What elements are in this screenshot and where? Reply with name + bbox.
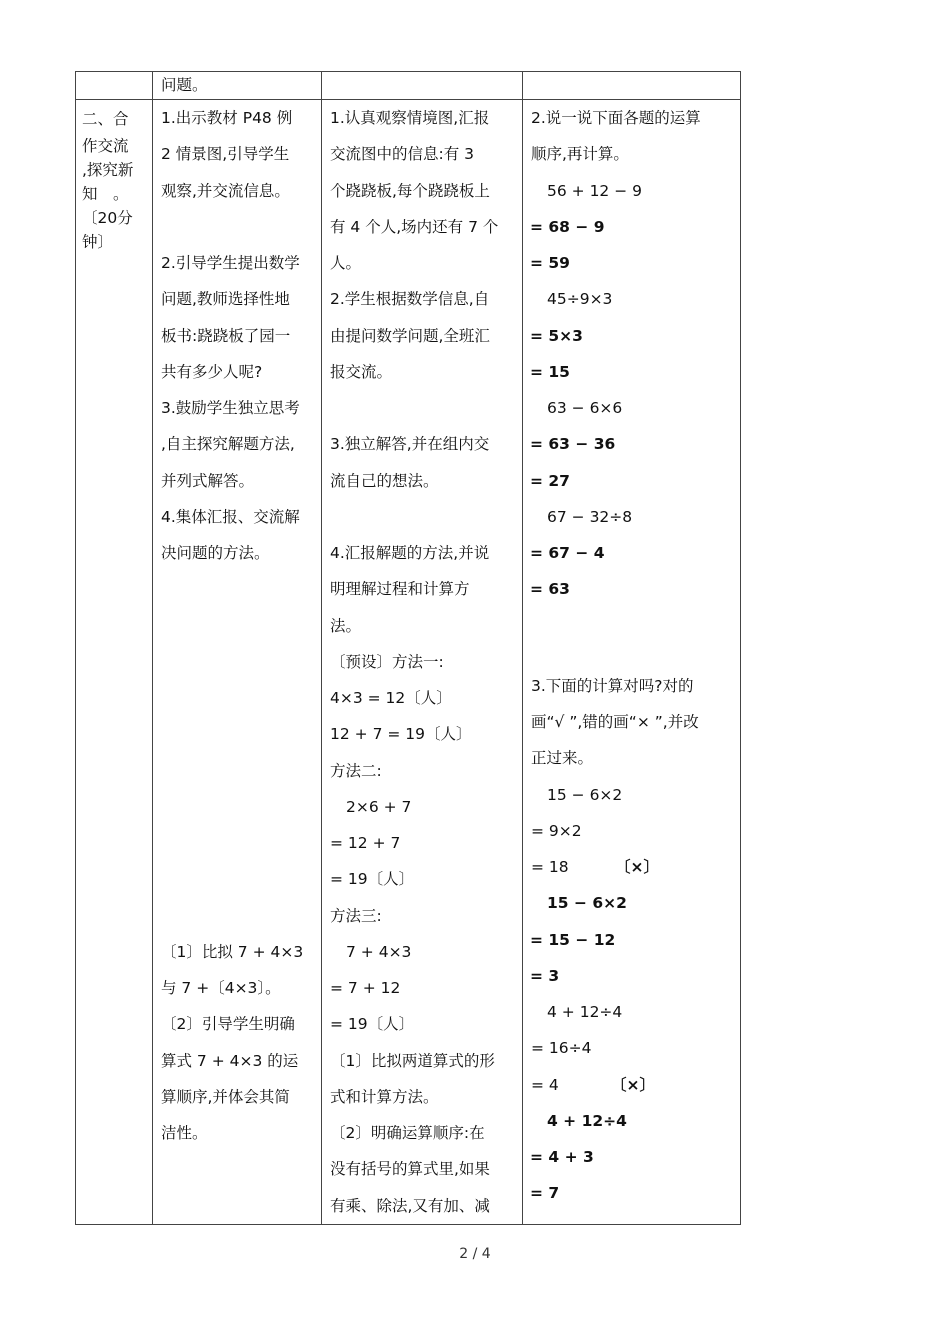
text-line: 式和计算方法。	[330, 1087, 439, 1106]
correction-line: = 7	[530, 1184, 560, 1203]
stage-label-line: 钟〕	[82, 233, 114, 251]
text-line: 12 + 7 = 19〔人〕	[330, 725, 472, 744]
correction-line: = 15 − 12	[530, 930, 616, 949]
text-line: 3.下面的计算对吗?对的	[531, 676, 694, 695]
text-line: 报交流。	[330, 362, 393, 381]
check-step-with-mark	[523, 1067, 740, 1103]
text-line: 有 4 个人,场内还有 7 个	[330, 217, 499, 236]
text-line: 法。	[330, 616, 362, 635]
table-cell	[523, 72, 741, 100]
stage-label-line: 知 。	[82, 185, 129, 203]
text-line: 没有括号的算式里,如果	[330, 1160, 490, 1179]
page-number: 2 / 4	[459, 1246, 491, 1262]
math-line: = 12 + 7	[330, 834, 401, 852]
text-line: 1.认真观察情境图,汇报	[330, 109, 490, 127]
text-line: 〔2〕明确运算顺序:在	[330, 1124, 485, 1142]
text-line: 画“√ ”,错的画“× ”,并改	[531, 713, 699, 731]
text-line: 问题,教师选择性地	[161, 290, 290, 309]
text-line: 方法二:	[330, 761, 382, 780]
text-line: 1.出示教材 P48 例	[161, 109, 293, 127]
text-line: 交流图中的信息:有 3	[330, 145, 475, 164]
table-cell	[153, 72, 322, 100]
check-step: = 9×2	[531, 821, 582, 840]
text-line: 2.学生根据数学信息,自	[330, 290, 490, 309]
wrong-mark: 〔×〕	[611, 1075, 655, 1094]
exercise-step: = 5×3	[530, 326, 583, 345]
table-row	[76, 72, 741, 100]
correction-line: 15 − 6×2	[547, 894, 627, 913]
exercise-step: = 68 − 9	[530, 217, 605, 236]
text-line: 方法三:	[330, 906, 382, 925]
lesson-plan-table	[75, 71, 741, 1225]
text-line: 板书:跷跷板了园一	[161, 326, 291, 345]
math-line: = 7 + 12	[330, 979, 401, 997]
text-line: 洁性。	[161, 1124, 208, 1142]
wrong-mark: 〔×〕	[615, 858, 659, 876]
text-line: 决问题的方法。	[161, 544, 270, 562]
text-line: 正过来。	[531, 749, 594, 768]
text-line: 2 情景图,引导学生	[161, 145, 290, 164]
exercise-expression: 67 − 32÷8	[547, 507, 633, 526]
text-line: 人。	[330, 254, 362, 272]
check-expression: 4 + 12÷4	[547, 1003, 623, 1021]
text-line: 算式 7 + 4×3 的运	[161, 1051, 299, 1070]
exercise-step: = 59	[530, 254, 570, 272]
math-line: 7 + 4×3	[346, 942, 412, 961]
text-line: 共有多少人呢?	[161, 362, 263, 381]
exercise-cell	[523, 100, 741, 1225]
stage-label-line: 二、合	[82, 110, 129, 128]
exercise-expression: 56 + 12 − 9	[547, 181, 642, 200]
cell-text: 问题。	[161, 76, 208, 94]
text-line: 〔1〕比拟 7 + 4×3	[161, 942, 304, 961]
text-line: 4.汇报解题的方法,并说	[330, 544, 490, 562]
exercise-step: = 67 − 4	[530, 544, 605, 562]
correction-line: = 3	[530, 966, 560, 985]
table-row	[76, 100, 741, 1225]
stage-label-line: 〔20分	[82, 209, 133, 227]
text-line: 算顺序,并体会其简	[161, 1087, 290, 1106]
correction-line: 4 + 12÷4	[547, 1111, 627, 1130]
text-line: ,自主探究解题方法,	[161, 435, 295, 454]
correction-line: = 4 + 3	[530, 1148, 594, 1166]
text-line: 2.引导学生提出数学	[161, 254, 300, 272]
check-step: = 16÷4	[531, 1039, 592, 1058]
text-line: 观察,并交流信息。	[161, 181, 290, 200]
text-line: 有乘、除法,又有加、减	[330, 1196, 490, 1215]
check-step: = 4	[531, 1075, 559, 1094]
text-line: 顺序,再计算。	[531, 145, 629, 164]
math-line: = 19〔人〕	[330, 1015, 415, 1034]
check-step-with-mark	[523, 849, 740, 885]
check-expression: 15 − 6×2	[547, 785, 623, 804]
text-line: 〔1〕比拟两道算式的形	[330, 1051, 495, 1070]
math-line: = 19〔人〕	[330, 870, 415, 889]
math-line: 2×6 + 7	[346, 797, 412, 816]
exercise-step: = 63 − 36	[530, 435, 616, 454]
stage-cell	[76, 100, 153, 1225]
text-line: 4×3 = 12〔人〕	[330, 689, 452, 707]
text-line: 3.独立解答,并在组内交	[330, 435, 490, 454]
student-activity-cell	[322, 100, 523, 1225]
text-line: 〔2〕引导学生明确	[161, 1015, 295, 1034]
text-line: 2.说一说下面各题的运算	[531, 109, 701, 127]
text-line: 明理解过程和计算方	[330, 580, 470, 599]
table-cell	[76, 72, 153, 100]
text-line: 4.集体汇报、交流解	[161, 507, 300, 526]
text-line: 由提问数学问题,全班汇	[330, 326, 490, 345]
exercise-expression: 45÷9×3	[547, 290, 613, 309]
exercise-expression: 63 − 6×6	[547, 399, 623, 417]
stage-label-line: ,探究新	[82, 161, 134, 179]
check-step: = 18	[531, 858, 569, 876]
text-line: 与 7 +〔4×3〕。	[161, 979, 281, 997]
table-cell	[322, 72, 523, 100]
exercise-step: = 63	[530, 580, 570, 599]
teacher-activity-cell	[153, 100, 322, 1225]
stage-label-line: 作交流	[82, 137, 129, 155]
text-line: 个跷跷板,每个跷跷板上	[330, 181, 490, 200]
exercise-step: = 15	[530, 362, 570, 381]
exercise-step: = 27	[530, 471, 570, 490]
text-line: 并列式解答。	[161, 471, 255, 490]
text-line: 3.鼓励学生独立思考	[161, 399, 300, 417]
text-line: 〔预设〕方法一:	[330, 652, 444, 671]
text-line: 流自己的想法。	[330, 471, 439, 490]
